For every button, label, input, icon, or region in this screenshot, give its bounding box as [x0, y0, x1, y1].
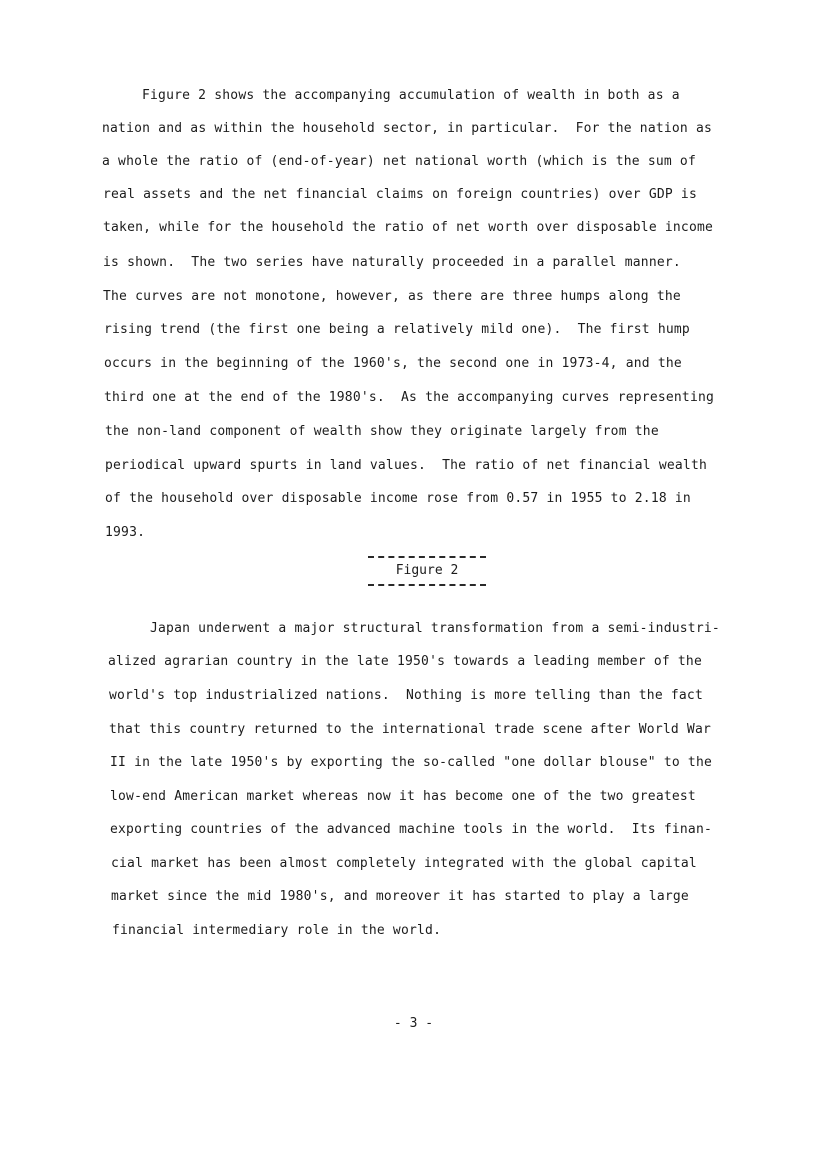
- text-line: occurs in the beginning of the 1960's, the second one in 1973-4, and the: [104, 356, 682, 371]
- text-line: Figure 2 shows the accompanying accumulation of wealth in both as a: [142, 88, 680, 103]
- figure-placeholder: [366, 556, 488, 586]
- text-line: a whole the ratio of (end-of-year) net national worth (which is the sum of: [102, 154, 696, 169]
- text-line: nation and as within the household sector, in particular. For the nation as: [102, 121, 713, 136]
- text-line: rising trend (the first one being a relatively mild one). The first hump: [104, 322, 690, 337]
- text-line: of the household over disposable income rose from 0.57 in 1955 to 2.18 in: [105, 491, 691, 506]
- text-line: exporting countries of the advanced machine tools in the world. Its finan-: [110, 822, 712, 837]
- text-line: market since the mid 1980's, and moreover it has started to play a large: [111, 889, 689, 904]
- figure-rule-bottom: [368, 584, 486, 586]
- text-line: low-end American market whereas now it has become one of the two greatest: [110, 789, 696, 804]
- text-line: 1993.: [105, 525, 146, 540]
- text-line: cial market has been almost completely integrated with the global capital: [111, 856, 697, 871]
- text-line: alized agrarian country in the late 1950's towards a leading member of the: [108, 654, 702, 669]
- text-line: financial intermediary role in the world.: [112, 923, 442, 938]
- text-line: that this country returned to the international trade scene after World War: [109, 722, 711, 737]
- figure-rule-top: [368, 556, 486, 558]
- text-line: The curves are not monotone, however, as there are three humps along the: [103, 289, 681, 304]
- text-line: the non-land component of wealth show they originate largely from the: [105, 424, 659, 439]
- figure-label: Figure 2: [395, 563, 459, 578]
- page-number: - 3 -: [393, 1016, 434, 1031]
- text-line: periodical upward spurts in land values. The ratio of net financial wealth: [105, 458, 707, 473]
- text-line: real assets and the net financial claims on foreign countries) over GDP is: [103, 187, 697, 202]
- text-line: world's top industrialized nations. Nothing is more telling than the fact: [109, 688, 703, 703]
- text-line: II in the late 1950's by exporting the so-called "one dollar blouse" to the: [110, 755, 712, 770]
- text-line: taken, while for the household the ratio of net worth over disposable income: [103, 220, 714, 235]
- text-line: third one at the end of the 1980's. As the accompanying curves representing: [104, 390, 715, 405]
- text-line: is shown. The two series have naturally proceeded in a parallel manner.: [103, 255, 681, 270]
- text-line: Japan underwent a major structural transformation from a semi-industri-: [150, 621, 720, 636]
